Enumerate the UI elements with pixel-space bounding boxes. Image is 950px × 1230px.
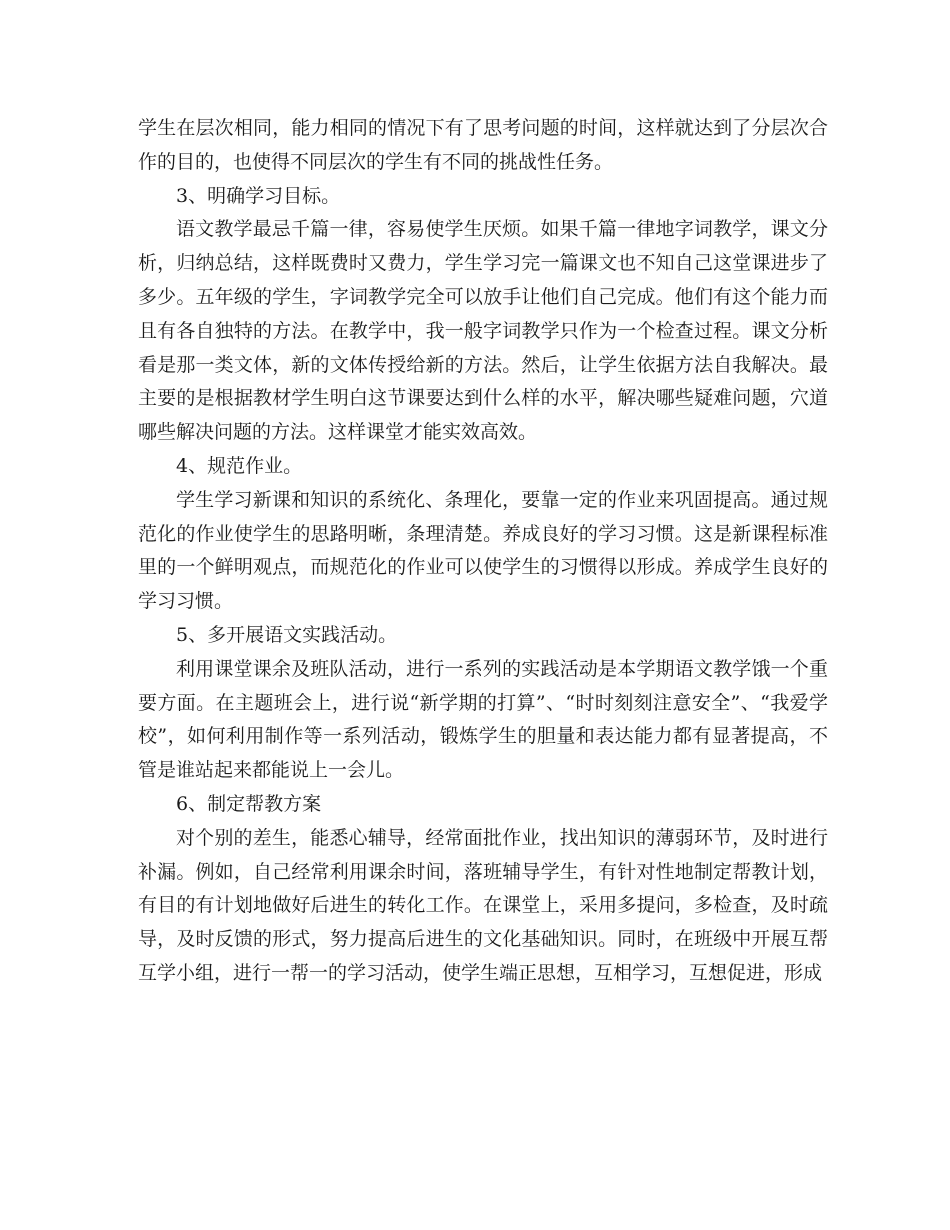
section-heading-6: 6、制定帮教方案 (176, 792, 322, 815)
section-heading-3: 3、明确学习目标。 (176, 184, 341, 207)
section-heading-4: 4、规范作业。 (176, 454, 303, 477)
document-body (138, 112, 828, 991)
paragraph-continuation: 学生在层次相同，能力相同的情况下有了思考问题的时间，这样就达到了分层次合作的目的，也使得不同层次的学生有不同的挑战性任务。 (138, 117, 828, 173)
paragraph-learning-goals: 语文教学最忌千篇一律，容易使学生厌烦。如果千篇一律地字词教学，课文分析，归纳总结，这样既费时又费力，学生学习完一篇课文也不知自己这堂课进步了多少。五年级的学生，字词教学完全可以放手让他们自己完成。他们有这个能力而且有各自独特的方法。在教学中，我一般字词教学只作为一个检查过程。课文分析看是那一类文体，新的文体传授给新的方法。然后，让学生依据方法自我解决。最主要的是根据教材学生明白这节课要达到什么样的水平，解决哪些疑难问题，穴道哪些解决问题的方法。这样课堂才能实效高效。 (138, 218, 828, 444)
paragraph-homework: 学生学习新课和知识的系统化、条理化，要靠一定的作业来巩固提高。通过规范化的作业使学生的思路明晰，条理清楚。养成良好的学习习惯。这是新课程标准里的一个鲜明观点，而规范化的作业可以使学生的习惯得以形成。养成学生良好的学习习惯。 (138, 488, 828, 613)
section-heading-5: 5、多开展语文实践活动。 (176, 623, 398, 646)
paragraph-tutoring-plan: 对个别的差生，能悉心辅导，经常面批作业，找出知识的薄弱环节，及时进行补漏。例如，自己经常利用课余时间，落班辅导学生，有针对性地制定帮教计划，有目的有计划地做好后进生的转化工作。在课堂上，采用多提问，多检查，及时疏导，及时反馈的形式，努力提高后进生的文化基础知识。同时，在班级中开展互帮互学小组，进行一帮一的学习活动，使学生端正思想，互相学习，互想促进，形成 (138, 826, 828, 984)
paragraph-practice-activities: 利用课堂课余及班队活动，进行一系列的实践活动是本学期语文教学饿一个重要方面。在主题班会上，进行说“新学期的打算”、“时时刻刻注意安全”、“我爱学校”，如何利用制作等一系列活动，锻炼学生的胆量和表达能力都有显著提高，不管是谁站起来都能说上一会儿。 (138, 657, 828, 782)
